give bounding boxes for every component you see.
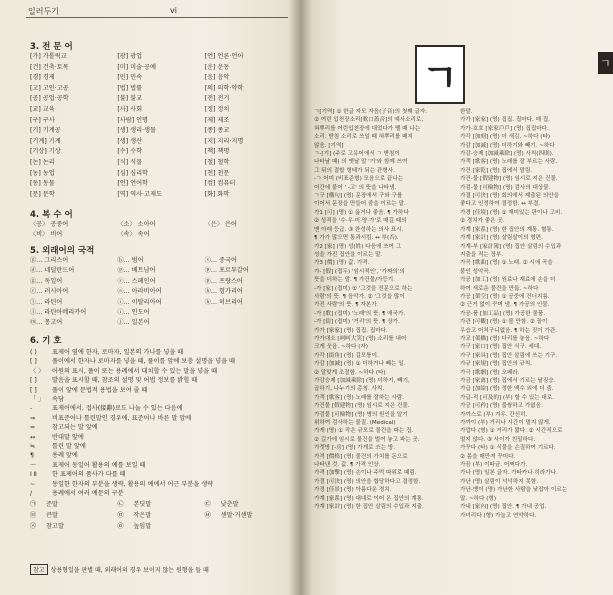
symbol-item xyxy=(30,451,295,460)
table-cell: [천] 천문 xyxy=(204,169,230,177)
table-row xyxy=(30,158,292,168)
symbol-item xyxy=(30,414,295,423)
table-row xyxy=(30,220,292,230)
table-cell: [공] 공업·공학 xyxy=(30,95,69,103)
book-gutter xyxy=(288,0,312,595)
symbol-item xyxy=(30,386,295,395)
dictionary-entry-line: 가까스로 (부) 겨우. 간신히. xyxy=(460,411,528,418)
dictionary-entry-line: 나타낸 것. 값. ¶ 가격 인상. xyxy=(314,462,381,469)
dictionary-entry-line: 하여 새로운 물건을 만듦. ~하다 xyxy=(460,285,539,292)
header-left: 일러두기 xyxy=(28,7,59,16)
table-cell: [미] 미술·공예 xyxy=(117,63,156,71)
mark-cell: ㉦ xyxy=(30,523,37,530)
dictionary-entry-line: 가1 [可] (명) ① 옳거나 좋음. ¶ 가하다 xyxy=(314,209,409,216)
table-cell: ⓡ… 러시아어 xyxy=(30,288,69,296)
table-cell: ⓛ… 라틴아메리카어 xyxy=(30,309,87,316)
dictionary-entry-line: -가 [歌] (접미) '노래'의 뜻. ¶ 애국가. xyxy=(314,310,406,317)
mark-row xyxy=(30,511,292,521)
table-row xyxy=(30,116,292,126)
dictionary-entry-line: 사람'의 뜻. ¶ 음악가. ② '그것을 많이 xyxy=(314,293,405,300)
table-cell: [지] 지리·지명 xyxy=(204,137,244,145)
table-cell xyxy=(205,230,292,240)
dictionary-entry-line: 가규 [家規] (명) 집안의 규칙. xyxy=(460,361,533,368)
dictionary-entry-line: 우습고 어처구니없음. ¶ 하는 짓이 가관. xyxy=(460,327,558,334)
table-cell: ⓖ… 독일어 xyxy=(30,277,63,285)
dictionary-entry-line: 위하여 검사하는 물질. (Medical) xyxy=(314,420,396,427)
dictionary-entry-line: ② 길가에 임시로 물건을 벌여 놓고 파는 곳. xyxy=(314,436,420,443)
table-row xyxy=(30,126,292,136)
symbol-glyph: Ⅰ Ⅱ xyxy=(30,471,37,479)
table-cell: [언] 언어학 xyxy=(117,180,149,188)
symbol-item xyxy=(30,489,295,498)
dictionary-entry-line: 곱하기, 나누기의 총칭. 사칙. xyxy=(314,386,385,393)
symbol-item xyxy=(30,348,295,357)
symbol-description: 참고되는 말 앞에 xyxy=(52,424,98,432)
symbol-description: 발음을 표시할 때, 참조의 설명 및 어법 정보를 밝힐 때 xyxy=(52,377,198,385)
mark-cell: 센말·거센말 xyxy=(220,512,253,519)
table-cell: [철] 철학 xyxy=(204,159,230,166)
dictionary-entry-line: 가관 [可觀] (명) ① 볼 만함. ② 꼴이 xyxy=(460,319,548,326)
thumb-index-tab: ㄱ xyxy=(598,52,613,74)
dictionary-entry-line: 가건-물 [假建物] (명) 임시로 지은 건물. xyxy=(460,176,558,183)
table-cell: ⓟ… 포르투갈어 xyxy=(204,267,249,275)
symbol-description: 어원의 표시, 풀이 또는 용례에서 대치할 수 있는 말을 넣을 때 xyxy=(52,367,218,375)
dictionary-entry-line: 가계 [家計] (명) 한 집안 살림의 수입과 지출. xyxy=(314,504,424,511)
symbol-glyph: ↔ xyxy=(30,433,36,441)
dictionary-entry-line: 가긍 [可矜] (명) 불쌍하고 가엾음. xyxy=(460,403,543,410)
symbol-item xyxy=(30,461,295,470)
dictionary-entry-line: ② 몸을 매만져 꾸미다. xyxy=(460,453,516,460)
dictionary-entry-line: ② 경치가 좋은 곳. xyxy=(460,218,505,225)
table-cell: [화] 화학 xyxy=(204,190,230,198)
table-cell: ⓙ… 일본어 xyxy=(117,319,150,327)
dictionary-entry-line: 혀뿌리를 여린입천장에 대었다가 뗄 때 나는 xyxy=(314,125,421,132)
page-number: vi xyxy=(170,6,177,15)
dictionary-entry-line: 가결 [可決] (명) 의안을 합당하다고 결정함. xyxy=(314,478,421,485)
symbol-description: 용례 앞에 xyxy=(52,452,78,460)
section3-title: 3. 전 문 어 xyxy=(30,42,73,52)
table-cell: ⓟ… 프랑스어 xyxy=(204,277,243,285)
symbol-item xyxy=(30,433,295,442)
symbol-item xyxy=(30,423,295,432)
table-cell: [음] 음악 xyxy=(204,74,230,82)
table-cell: [광] 광업 xyxy=(117,53,143,60)
dictionary-entry-line: 가구 [家具] (명) 집안 살림에 쓰는 기구. xyxy=(460,352,558,359)
mark-cell: 낮춘말 xyxy=(220,501,239,508)
symbol-glyph: [ ] xyxy=(30,377,37,385)
dictionary-entry-line: 가가대소 [呵呵大笑] (명) 소리를 내어 xyxy=(314,335,407,342)
entries-column-left xyxy=(314,108,454,512)
symbol-description: 한 표제어의 품사가 다를 때 xyxy=(52,471,126,479)
table-cell: ⓗ… 헝가리어 xyxy=(204,288,243,296)
table-cell: [기상] 기상 xyxy=(30,148,61,156)
symbol-description: 표제어에서, 접사(接辭)로도 나눌 수 있는 다음에 xyxy=(52,405,183,413)
left-page xyxy=(0,0,300,595)
dictionary-entry-line: -가 [街] (접미) '거리'의 뜻. ¶ 상가. xyxy=(314,319,400,326)
table-cell: ⓑ… 범어 xyxy=(117,257,144,264)
symbol-glyph: ¶ xyxy=(30,452,34,460)
mark-cell: ㉤ xyxy=(117,512,124,519)
symbol-description: 풀이에서 한자나 로마자를 넣을 때, 풀이를 앞에 보충 설명을 넣을 때 xyxy=(52,358,236,366)
dictionary-entry-line: 가감 [加減] (명) 더하기와 빼기. ~하다 xyxy=(460,142,555,149)
table-cell: [컴] 컴퓨터 xyxy=(204,180,236,188)
dictionary-entry-line: 가- [假] (접두) '임시적인', '가짜의'의 xyxy=(314,268,405,275)
dictionary-entry-line: ② 여린 입천장소리[軟口蓋音]의 예사소리로, xyxy=(314,117,424,124)
symbol-glyph: 〈 〉 xyxy=(30,367,45,375)
table-cell: [운] 운동 xyxy=(204,63,230,71)
table-row xyxy=(30,277,292,287)
table-row xyxy=(30,105,292,115)
symbol-description: 동일한 한자의 부분을 생략, 활용의 예에서 어근 부분을 생략 xyxy=(52,480,214,488)
dictionary-entry-line: 가경 [佳境] (명) ① 재미있는 판이나 고비. xyxy=(460,209,563,216)
symbol-glyph: [ ] xyxy=(30,386,37,394)
dictionary-entry-line: 가격 [加擊] (명) 손이나 주먹 따위로 때림. xyxy=(314,470,417,477)
dictionary-entry-line: 가끔 (부) 이따금. 어쩌다가. xyxy=(460,462,528,469)
table-cell: [농] 농업 xyxy=(30,169,55,177)
symbol-description: 속담 xyxy=(52,396,64,403)
table-cell: [논] 논리 xyxy=(30,159,55,166)
dictionary-entry-line: 가계 [家計] (명) 살림살이의 형편. xyxy=(460,235,543,242)
dictionary-entry-line: 맨 아래 등급. ③ 찬성하는 의사 표시. xyxy=(314,226,404,233)
mark-cell: 준말 xyxy=(46,501,58,508)
dictionary-entry-line: 가까이 (부) 거리나 시간이 멀지 않게. xyxy=(460,420,551,427)
table-cell: [수] 수학 xyxy=(117,148,143,156)
dictionary-entry-line: 가가-호호 [家家戶戶] (명) 집집마다. xyxy=(460,125,549,132)
table-cell: [건] 건축·토목 xyxy=(30,63,69,71)
table-cell: ⓘ… 인도어 xyxy=(117,309,150,316)
dictionary-entry-line: 가급-적 [可及的] (부) 할 수 있는 대로. xyxy=(460,394,555,401)
symbol-glyph: = xyxy=(30,424,36,432)
mark-cell xyxy=(205,522,221,532)
table-cell: [의] 의학·약학 xyxy=(204,84,244,92)
symbol-glyph: ≒ xyxy=(30,443,36,450)
dictionary-entry-line: 가격 [價格] (명) 물건의 가치를 돈으로 xyxy=(314,453,408,460)
symbol-description: 반대말 앞에 xyxy=(52,433,84,441)
mark-cell: ㉡ xyxy=(117,501,124,508)
dictionary-entry-line: 어간에 붙어 ' -고' 의 뜻을 나타냄. xyxy=(314,184,397,191)
dictionary-entry-line: 가내 [家內] (명) 집안. ¶ 가내 공업. xyxy=(460,504,547,511)
table-cell: ⓘ… 이탈리아어 xyxy=(117,298,162,306)
dictionary-entry-line: 가3 [價] (명) 값. 가격. xyxy=(314,260,370,267)
table-row xyxy=(30,94,292,104)
dictionary-entry-line: ¶ 가가 많으면 통과시킴. ↔ 부(否). xyxy=(314,235,399,242)
dictionary-entry-line: 가2 [家] (명) 성(姓) 다음에 쓰여 그 xyxy=(314,243,402,250)
table-cell: 〈은〉 은어 xyxy=(204,221,237,228)
dictionary-entry-line: -가 [家] (접미) ① '그것을 전문으로 하는 xyxy=(314,285,413,292)
table-cell: [법] 법률 xyxy=(117,84,143,92)
dictionary-entry-line: 가극 [歌劇] (명) 오페라. xyxy=(460,369,520,376)
table-cell xyxy=(205,318,292,328)
dictionary-entry-line: ② 알맞게 조절함. ~하다 (타) xyxy=(314,369,386,376)
dictionary-entry-line: 가검물 [可檢物] (명) 병의 원인을 알기 xyxy=(314,411,408,418)
dictionary-entry-line: 가계-부 [家計簿] (명) 집안 살림의 수입과 xyxy=(460,243,562,250)
table-cell: [책] 책명 xyxy=(204,148,230,156)
dictionary-entry-line: 가경 [佳景] (명) 아름다운 경치. xyxy=(314,487,392,494)
table-cell: [구] 구사 xyxy=(30,116,55,124)
table-row xyxy=(30,256,292,266)
dictionary-entry-line: 가진 사람'의 뜻. ¶ 자본가. xyxy=(314,302,379,309)
mark-cell: 본딧말 xyxy=(133,501,152,508)
symbol-description: 틀린 말 앞에 xyxy=(52,443,86,450)
table-cell: [기계] 기계 xyxy=(30,137,61,145)
table-cell: ⓖ… 그리스어 xyxy=(30,257,69,264)
dictionary-entry-line: 가급 [加給] (명) 정한 액수 외에 더 줌. xyxy=(460,386,554,393)
table-row xyxy=(30,63,292,73)
table-cell: [문] 문학 xyxy=(30,190,55,198)
dictionary-entry-line: 가감-승제 [加減乘除] (명) 사칙(四則). xyxy=(460,151,554,158)
table-cell: [불] 불교 xyxy=(117,95,143,103)
mark-cell: 작은말 xyxy=(133,512,152,519)
dictionary-entry-line: 가계 [家系] (명) 한 집안의 계통. 혈통. xyxy=(460,226,554,233)
table-row xyxy=(30,52,292,62)
footnote-text: 상용형일을 판별 때, 외래어의 경우 보이지 않는 원형을 들 때 xyxy=(50,567,209,574)
table-cell: ⓛ… 라틴어 xyxy=(30,298,63,306)
table-cell: [정] 정치 xyxy=(204,106,230,113)
dictionary-entry-line: 뜻을 더하는 말. ¶ 가건물/가등기. xyxy=(314,277,395,284)
dictionary-entry-line: 가감승제 [加減乘除] (명) 더하기, 빼기, xyxy=(314,378,410,384)
symbol-description: 풀이 앞에 문법적 용법을 보여 줄 때 xyxy=(52,386,148,394)
table-cell: ⓢ… 스페인어 xyxy=(117,277,156,285)
table-cell: [가] 가톨릭교 xyxy=(30,53,67,60)
table-row xyxy=(30,73,292,83)
header-rule xyxy=(26,17,288,18)
table-row xyxy=(30,318,292,328)
table-row xyxy=(30,84,292,94)
dictionary-entry-line: 가건물 [假建物] (명) 임시로 지은 건물. xyxy=(314,403,410,410)
dictionary-entry-line: 크게 웃음. ~하다 (자) xyxy=(314,344,368,351)
table-cell: 〈소〉 소아어 xyxy=(117,221,156,228)
dictionary-entry-line: 그 뒤의 결합 형태가 되는 관형사. xyxy=(314,167,395,174)
dictionary-entry-line: 가녀리다 (형) 가늘고 연약하다. xyxy=(460,512,537,519)
footnote xyxy=(30,564,209,575)
dictionary-entry-line: 가가 [家家] (명) 집집. 집마다. xyxy=(314,327,388,334)
mark-cell: ㉠ xyxy=(30,501,37,508)
symbol-description: 표제어 옆에 한자, 로마자, 일본의 가나를 넣을 때 xyxy=(52,349,184,356)
table-row xyxy=(30,190,292,200)
symbol-glyph: ( ) xyxy=(30,349,37,356)
dictionary-entry-line: 가각 [街角] (명) 길모퉁이. xyxy=(314,352,379,359)
table-cell: [제] 제조 xyxy=(204,116,230,124)
table-cell: [민] 민속 xyxy=(117,74,143,82)
table-row xyxy=(30,298,292,308)
table-cell: [사람] 인명 xyxy=(117,116,149,124)
dictionary-entry-line: 가금 [家禽] (명) 집에서 기르는 날짐승. xyxy=(460,378,556,384)
dictionary-entry-line: 가건 [家乾] (명) 집에서 말림. xyxy=(460,167,533,174)
dictionary-entry-line: 가겟방 [-房] (명) 가게로 쓰는 방. xyxy=(314,445,396,452)
table-cell: [생] 생리·생물 xyxy=(117,127,156,135)
dictionary-entry-line: ㄱ구 [構句] (명) 문장에서 구와 구를 xyxy=(314,193,403,200)
dictionary-entry-line: 가게 (명) ① 작은 규모로 물건을 파는 집. xyxy=(314,428,414,435)
dictionary-entry-line: ② 근거 없이 꾸며 냄. ¶ 가공의 인물. xyxy=(460,302,550,309)
dictionary-entry-line: 가객 [歌客] (명) 노래를 잘하는 사람. xyxy=(314,394,405,401)
footnote-box: 참고 xyxy=(30,564,48,575)
mark-cell: 높임말 xyxy=(133,523,152,530)
mark-cell: ㉥ xyxy=(204,512,211,519)
symbol-description: 용례에서 여러 예문의 구분 xyxy=(52,490,124,497)
table-cell: ⓟ… 베트남어 xyxy=(117,267,156,275)
table-cell: [역] 역사·고제도 xyxy=(117,190,162,198)
dictionary-entry-line: ㄱ[기역] ① 한글 자모 자음(子音)의 첫째 글자. xyxy=(314,109,428,115)
symbol-glyph: ~ xyxy=(30,480,36,488)
table-row xyxy=(30,137,292,147)
symbol-item xyxy=(30,367,295,376)
section6-title: 6. 기 호 xyxy=(30,336,62,346)
table-cell: [심] 심리학 xyxy=(117,169,149,177)
table-row xyxy=(30,179,292,189)
symbol-item xyxy=(30,395,295,404)
symbol-item xyxy=(30,480,295,489)
dictionary-entry-line: ② 성적을 '수·우·미·양·가'로 매길 때의 xyxy=(314,218,407,225)
table-row xyxy=(30,308,292,318)
symbol-item xyxy=(30,376,295,385)
section4-title: 4. 복 수 어 xyxy=(30,210,73,220)
symbol-item xyxy=(30,404,295,413)
symbol-description: 비표준어나 틀린말인 경우에, 표준어나 바른 말 앞에 xyxy=(52,414,192,422)
section5-title: 5. 외래어의 국적 xyxy=(30,246,95,256)
dictionary-entry-line: 가공 [加工] (명) 원료나 재료에 손을 더 xyxy=(460,277,556,284)
dictionary-entry-line: 이어서 문장을 만들어 줌을 이르는 말. xyxy=(314,201,406,208)
table-cell: ⓐ… 아라비아어 xyxy=(117,288,162,296)
table-cell: 〈속〉 속어 xyxy=(117,231,150,238)
table-cell: ⓗ… 히브리어 xyxy=(204,298,243,306)
dictionary-entry-line: ㄱ-[기] (주로 고유어에서 ㄱ 받침이 xyxy=(314,151,400,158)
dictionary-entry-line: 가난 (명) 살림이 넉넉하지 못함. xyxy=(460,478,539,485)
table-cell: [동] 동물 xyxy=(30,180,55,188)
table-cell: [식] 식물 xyxy=(117,159,143,166)
symbol-description: 표제어 동일어 활용의 예를 보일 때 xyxy=(52,461,146,469)
table-cell: [기] 기계공 xyxy=(30,127,61,135)
dictionary-entry-line: 가구 [家口] (명) 집안 식구. 세대. xyxy=(460,344,541,351)
dictionary-entry-line: 성을 가진 집안을 이르는 말. xyxy=(314,251,383,258)
table-cell: 〈비〉 비어 xyxy=(30,231,63,238)
dictionary-entry-line: 가공 [架空] (명) ① 공중에 건너지름. xyxy=(460,293,550,300)
mark-cell: 참고말 xyxy=(46,523,64,530)
table-cell: ⓓ… 네덜란드어 xyxy=(30,267,75,275)
dictionary-entry-line: 붙인 성악곡. xyxy=(460,268,491,275)
table-cell: ⓢ… 중국어 xyxy=(204,257,237,264)
dictionary-entry-line: 가난-뱅이 (명) 가난한 사람을 낮잡아 이르는 xyxy=(460,487,568,494)
dictionary-entry-line: 가결 [可決] (명) 회의에서 제출된 의안을 xyxy=(460,193,560,200)
dictionary-entry-line: 가가 [家家] (명) 집집. 집마다. 매 집. xyxy=(460,117,550,124)
dictionary-entry-line: 가공-품 [加工品] (명) 가공한 물품. xyxy=(460,310,546,317)
dictionary-entry-line: 가계 [家系] (명) 대대로 이어 온 집안의 계통. xyxy=(314,495,424,502)
table-cell: [생] 생산 xyxy=(117,137,143,145)
mark-cell: ㉧ xyxy=(117,523,124,530)
table-cell: [고] 고인·고공 xyxy=(30,84,69,92)
dictionary-entry-line: 좋다고 인정하여 결정함. ↔ 부결. xyxy=(460,201,541,208)
dictionary-entry-line: 가객 [歌客] (명) 노래를 잘 부르는 사람. xyxy=(460,159,558,166)
table-row xyxy=(30,147,292,157)
chapter-heading-giyeok: ㄱ xyxy=(415,45,465,104)
dictionary-entry-line: 소리. 받침 소리로 쓰일 때 혀뿌리를 떼지 xyxy=(314,134,413,141)
table-cell: [언] 언론·언어 xyxy=(204,53,244,60)
dictionary-entry-line: 지출을 적는 장부. xyxy=(460,251,504,258)
dictionary-entry-line: -ㄱ 어미 (비표준형) 모음으로 끝나는 xyxy=(314,176,404,183)
table-cell xyxy=(205,308,292,318)
symbol-glyph: 〜 xyxy=(30,461,37,469)
symbol-glyph: - xyxy=(30,405,33,413)
table-row xyxy=(30,169,292,179)
mark-row xyxy=(30,500,292,510)
mark-cell: ㉣ xyxy=(30,512,37,519)
dictionary-entry-line: 가검-물 [可檢物] (명) 검사의 대상물. xyxy=(460,184,551,191)
table-cell: [종] 종교 xyxy=(204,127,230,135)
mark-cell: ㉢ xyxy=(204,501,211,508)
table-cell: ⓜ… 몽고어 xyxy=(30,319,63,327)
dictionary-entry-line: 한말. xyxy=(460,109,473,115)
table-cell: [교] 교육 xyxy=(30,106,55,113)
table-cell: [경] 경제 xyxy=(30,74,55,82)
dictionary-entry-line: 않음. [기역] xyxy=(314,142,344,149)
symbol-item xyxy=(30,357,295,366)
dictionary-entry-line: 말. ~하다 (형) xyxy=(460,495,497,502)
table-row xyxy=(30,266,292,276)
symbol-glyph: / xyxy=(30,490,33,497)
dictionary-entry-line: 멀지 않다. ③ 사이가 친밀하다. xyxy=(460,436,536,443)
table-cell: 〈공〉 공중어 xyxy=(30,221,69,228)
table-row xyxy=(30,230,292,240)
dictionary-entry-line: 가나 (명) 일본 글자. 가타카나·히라가나. xyxy=(460,470,558,477)
symbol-glyph: 「 」 xyxy=(30,396,45,403)
dictionary-entry-line: 가교 [架橋] (명) 다리를 놓음. ~하다 xyxy=(460,335,550,342)
table-cell: [사] 사회 xyxy=(117,106,143,113)
table-cell: [전] 전기 xyxy=(204,95,230,103)
mark-cell: 큰말 xyxy=(46,512,58,519)
entries-column-right xyxy=(460,108,600,520)
dictionary-entry-line: 가깝다 (형) ① 거리가 짧다. ② 시간적으로 xyxy=(460,428,563,435)
mark-row xyxy=(30,522,292,532)
symbol-item xyxy=(30,442,295,451)
symbol-glyph: ⇒ xyxy=(30,414,36,422)
dictionary-entry-line: 가각 [加刻] (명) 더 새김. ~하다 (타) xyxy=(460,134,551,141)
symbol-item xyxy=(30,470,295,479)
mark-cell xyxy=(221,522,292,532)
symbol-glyph: [ ] xyxy=(30,358,37,366)
dictionary-entry-line: 나타날 때) 의 옛날 말 '기'와 함께 쓰여 xyxy=(314,159,408,166)
dictionary-entry-line: 가꾸다 (타) ① 식물을 손질하여 기르다. xyxy=(460,445,556,452)
table-row xyxy=(30,287,292,297)
dictionary-entry-line: 가감 [加減] (명) ① 더하거나 빼는 일. xyxy=(314,361,406,368)
dictionary-entry-line: 가곡 [歌曲] (명) ① 노래. ② 시에 곡을 xyxy=(460,260,553,267)
